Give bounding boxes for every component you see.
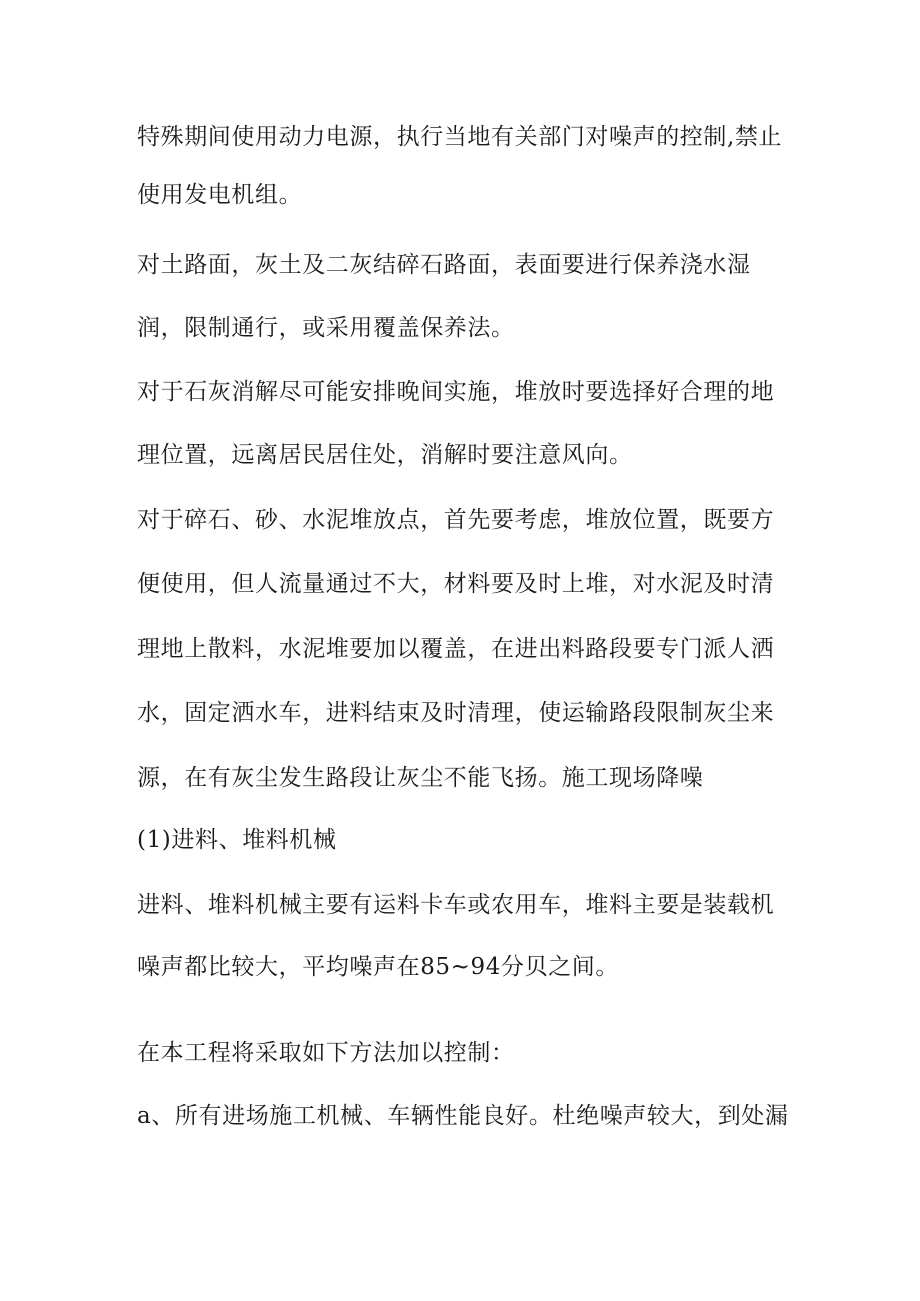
text-line: 源，在有灰尘发生路段让灰尘不能飞扬。施工现场降噪 [137,765,704,791]
text-line: 在本工程将采取如下方法加以控制： [137,1040,515,1066]
text-line: 理地上散料，水泥堆要加以覆盖，在进出料路段要专门派人洒 [137,636,775,662]
text-line: 理位置，远离居民居住处，消解时要注意风向。 [137,442,633,468]
text-line: 对土路面，灰土及二灰结碎石路面，表面要进行保养浇水湿 [137,252,751,278]
text-line: 噪声都比较大，平均噪声在85~94分贝之间。 [137,954,620,980]
text-line: 便使用，但人流量通过不大，材料要及时上堆，对水泥及时清 [137,571,775,597]
text-line: 水，固定洒水车，进料结束及时清理，使运输路段限制灰尘来 [137,700,775,726]
text-line: 润，限制通行，或采用覆盖保养法。 [137,315,515,341]
text-line: 对于碎石、砂、水泥堆放点，首先要考虑，堆放位置，既要方 [137,507,775,533]
list-heading: (1)进料、堆料机械 [137,827,337,853]
text-line: a、所有进场施工机械、车辆性能良好。杜绝噪声较大，到处漏 [137,1103,789,1129]
text-line: 进料、堆料机械主要有运料卡车或农用车，堆料主要是装载机 [137,892,775,918]
text-line: 对于石灰消解尽可能安排晚间实施，堆放时要选择好合理的地 [137,379,775,405]
text-line: 使用发电机组。 [137,182,303,208]
text-line: 特殊期间使用动力电源，执行当地有关部门对噪声的控制,禁止 [137,124,783,150]
